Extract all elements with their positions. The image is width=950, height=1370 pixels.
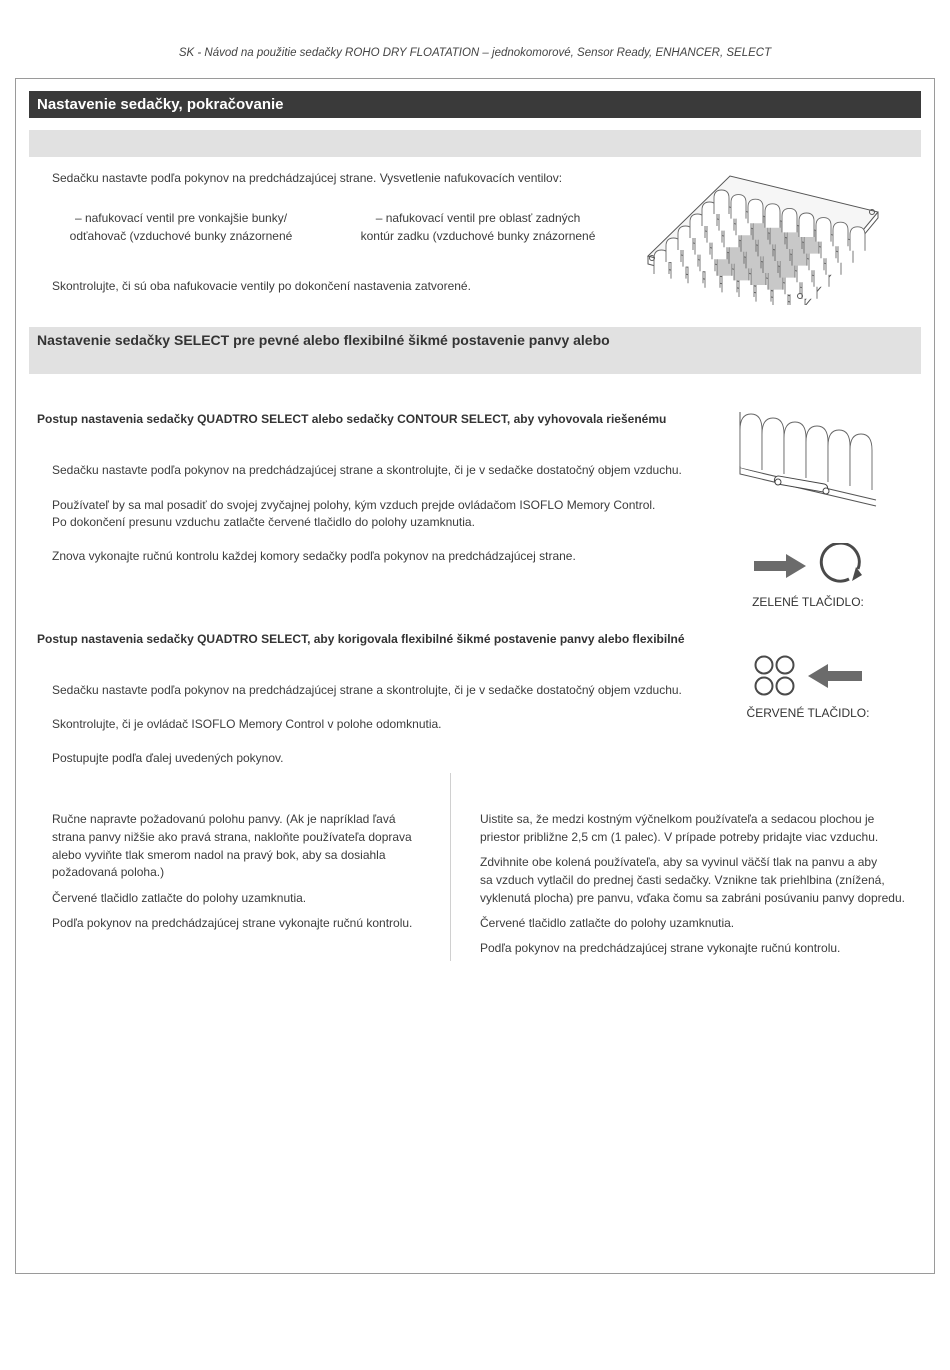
valve-right-line-1: – nafukovací ventil pre oblasť zadných	[375, 211, 581, 225]
intro-text: Sedačku nastavte podľa pokynov na predchádzajúcej strane. Vysvetlenie nafukovacích ventilov:	[52, 171, 563, 185]
section-grey-band	[29, 130, 921, 157]
valve-illustration-icon	[736, 408, 880, 510]
valve-cell	[806, 426, 828, 482]
green-button-label: ZELENÉ TLAČIDLO:	[752, 595, 864, 609]
right-col-line-3: Zdvihnite obe kolená používateľa, aby sa vyvinul väčší tlak na panvu a aby	[480, 855, 878, 869]
valve-cell	[850, 434, 872, 490]
right-col-line-5: vyklenutá plocha) pre panvu, vďaka čomu sa zabráni posúvaniu panvy dopredu.	[480, 891, 905, 905]
column-divider	[450, 773, 451, 961]
right-col-line-2: priestor približne 2,5 cm (1 palec). V prípade potreby pridajte viac vzduchu.	[480, 830, 879, 844]
cushion-cell	[816, 218, 831, 242]
red-button-icon	[752, 653, 864, 699]
subA-paragraph-2b: Po dokončení presunu vzduchu zatlačte červené tlačidlo do polohy uzamknutia.	[52, 515, 475, 529]
subsection-b-heading: Postup nastavenia sedačky QUADTRO SELECT, aby korigovala flexibilné šikmé postavenie panvy alebo flexibilné	[37, 632, 685, 646]
left-col-line-3: alebo vyviňte tlak smerom nadol na pravý bok, aby sa dosiahla	[52, 848, 386, 862]
subsection-a-heading: Postup nastavenia sedačky QUADTRO SELECT alebo sedačky CONTOUR SELECT, aby vyhovovala riešenému	[37, 412, 667, 426]
valve-right-line-2: kontúr zadku (vzduchové bunky znázornené	[360, 229, 596, 243]
valve-left-line-1: – nafukovací ventil pre vonkajšie bunky/	[74, 211, 288, 225]
green-button-icon	[752, 543, 864, 589]
cushion-cell	[850, 227, 865, 251]
section2-title: Nastavenie sedačky SELECT pre pevné alebo flexibilné šikmé postavenie panvy alebo	[37, 332, 610, 348]
right-col-line-1: Uistite sa, že medzi kostným výčnelkom používateľa a sedacou plochou je	[480, 812, 875, 826]
left-col-line-2: strana panvy nižšie ako pravá strana, nakloňte používateľa doprava	[52, 830, 412, 844]
valve-cell	[762, 418, 784, 474]
cushion-cell	[833, 222, 848, 246]
valve-cell	[828, 430, 850, 486]
subB-paragraph-1: Sedačku nastavte podľa pokynov na predchádzajúcej strane a skontrolujte, či je v sedačke dostatočný objem vzduchu.	[52, 683, 682, 697]
valves-closed-check: Skontrolujte, či sú oba nafukovacie ventily po dokončení nastavenia zatvorené.	[52, 279, 471, 293]
subB-paragraph-2: Skontrolujte, či je ovládač ISOFLO Memory Control v polohe odomknutia.	[52, 717, 442, 731]
left-col-line-1: Ručne napravte požadovanú polohu panvy. (Ak je napríklad ľavá	[52, 812, 396, 826]
right-col-line-7: Podľa pokynov na predchádzajúcej strane vykonajte ručnú kontrolu.	[480, 941, 841, 955]
valve-cell	[740, 414, 762, 470]
section-title-bar: Nastavenie sedačky, pokračovanie	[29, 91, 921, 118]
cushion-cell	[731, 195, 746, 219]
right-col-line-6: Červené tlačidlo zatlačte do polohy uzamknutia.	[480, 916, 735, 930]
right-col-line-4: sa vzduch vytlačil do prednej časti sedačky. Vznikne tak priehlbina (znížená,	[480, 873, 885, 887]
document-header: SK - Návod na použitie sedačky ROHO DRY FLOATATION – jednokomorové, Sensor Ready, ENHANCER, SELECT	[178, 47, 772, 59]
cushion-cell	[748, 199, 763, 223]
subB-paragraph-3: Postupujte podľa ďalej uvedených pokynov.	[52, 751, 284, 765]
left-col-line-4: požadovaná poloha.)	[52, 865, 165, 879]
cushion-cell	[765, 204, 780, 228]
cushion-cell	[782, 208, 797, 232]
cushion-cell	[714, 190, 729, 214]
cushion-cell	[799, 213, 814, 237]
valve-cell	[784, 422, 806, 478]
subA-paragraph-1: Sedačku nastavte podľa pokynov na predchádzajúcej strane a skontrolujte, či je v sedačke dostatočný objem vzduchu.	[52, 463, 682, 477]
red-button-label: ČERVENÉ TLAČIDLO:	[746, 706, 870, 720]
subA-paragraph-3: Znova vykonajte ručnú kontrolu každej komory sedačky podľa pokynov na predchádzajúcej strane.	[52, 549, 576, 563]
valve-left-line-2: odťahovač (vzduchové bunky znázornené	[69, 229, 293, 243]
subA-paragraph-2a: Používateľ by sa mal posadiť do svojej zvyčajnej polohy, kým vzduch prejde ovládačom ISOFLO Memory Control.	[52, 498, 656, 512]
cushion-illustration-icon	[640, 168, 885, 305]
left-col-line-5: Červené tlačidlo zatlačte do polohy uzamknutia.	[52, 891, 307, 905]
left-col-line-6: Podľa pokynov na predchádzajúcej strane vykonajte ručnú kontrolu.	[52, 916, 413, 930]
